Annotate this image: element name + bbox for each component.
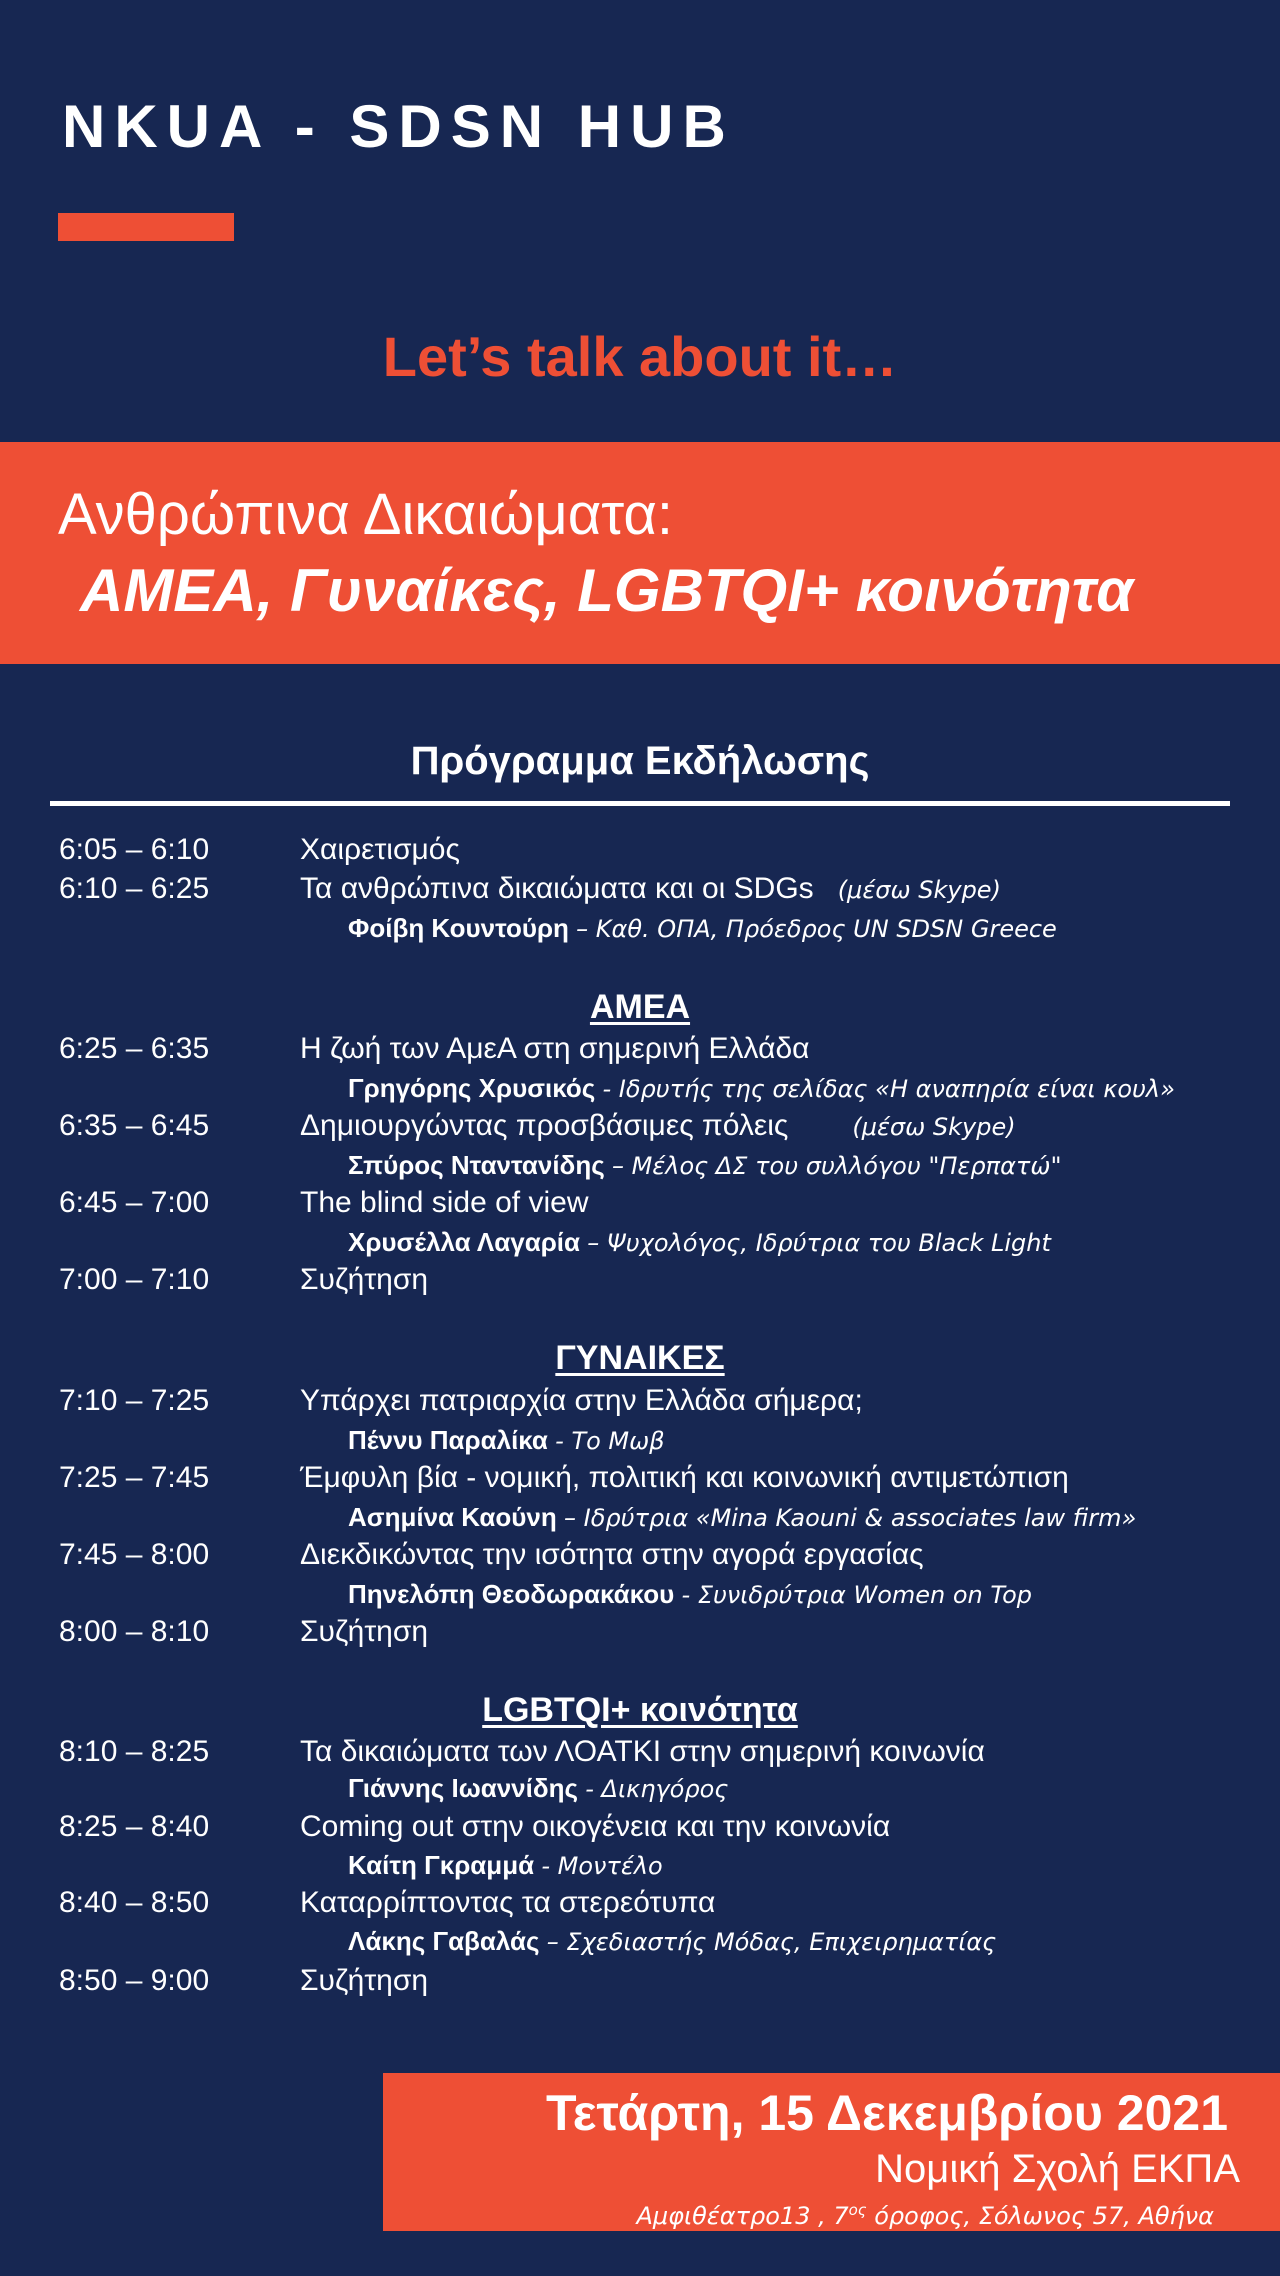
event-venue: Νομική Σχολή ΕΚΠΑ <box>875 2147 1240 2191</box>
speaker-role: – Καθ. ΟΠΑ, Πρόεδρος UN SDSN Greece <box>576 915 1057 943</box>
speaker-role: - Το Μωβ <box>555 1427 665 1455</box>
speaker-line <box>348 911 1057 946</box>
address-part: όροφος, Σόλωνος 57, Αθήνα <box>866 2202 1214 2230</box>
speaker-line <box>348 1771 728 1806</box>
time-slot: 7:00 – 7:10 <box>59 1263 210 1296</box>
speaker-name: Γιάννης Ιωαννίδης <box>348 1773 579 1803</box>
event-date: Τετάρτη, 15 Δεκεμβρίου 2021 <box>545 2085 1228 2141</box>
section-heading-women: ΓΥΝΑΙΚΕΣ <box>555 1339 725 1377</box>
speaker-name: Γρηγόρης Χρυσικός <box>348 1073 596 1103</box>
time-slot: 8:40 – 8:50 <box>59 1886 210 1919</box>
time-slot: 7:10 – 7:25 <box>59 1384 210 1417</box>
program-divider <box>50 801 1230 806</box>
time-slot: 6:45 – 7:00 <box>59 1186 210 1219</box>
talk-title: Διεκδικώντας την ισότητα στην αγορά εργασίας <box>300 1538 924 1571</box>
talk-title: Η ζωή των ΑμεΑ στη σημερινή Ελλάδα <box>300 1032 810 1065</box>
time-slot: 8:00 – 8:10 <box>59 1615 210 1648</box>
headline-subtitle: ΑΜΕΑ, Γυναίκες, LGBTQI+ κοινότητα <box>80 557 1134 624</box>
talk-title <box>300 870 1001 909</box>
time-slot: 6:35 – 6:45 <box>59 1109 210 1142</box>
speaker-name: Πέννυ Παραλίκα <box>348 1425 548 1455</box>
talk-title-text: Δημιουργώντας προσβάσιμες πόλεις <box>300 1109 789 1142</box>
talk-title <box>300 1107 1016 1146</box>
speaker-line <box>348 1148 1061 1183</box>
speaker-name: Σπύρος Νταντανίδης <box>348 1150 605 1180</box>
time-slot: 6:25 – 6:35 <box>59 1032 210 1065</box>
speaker-line <box>348 1577 1032 1612</box>
speaker-name: Ασημίνα Καούνη <box>348 1502 557 1532</box>
accent-bar <box>58 213 234 241</box>
time-slot: 7:25 – 7:45 <box>59 1461 210 1494</box>
address-part: Αμφιθέατρο13 , 7 <box>636 2202 849 2230</box>
talk-title: Συζήτηση <box>300 1263 429 1296</box>
talk-title: The blind side of view <box>300 1186 589 1219</box>
speaker-name: Καίτη Γκραμμά <box>348 1850 535 1880</box>
time-slot: 8:10 – 8:25 <box>59 1735 210 1768</box>
headline-title: Ανθρώπινα Δικαιώματα: <box>58 482 674 547</box>
tagline: Let’s talk about it… <box>382 325 898 388</box>
speaker-role: – Σχεδιαστής Μόδας, Επιχειρηματίας <box>546 1928 997 1956</box>
speaker-role: - Συνιδρύτρια Women on Top <box>681 1581 1032 1609</box>
speaker-name: Φοίβη Κουντούρη <box>348 913 569 943</box>
address-superscript: ος <box>848 2201 867 2219</box>
section-heading-lgbtqi: LGBTQI+ κοινότητα <box>482 1691 798 1729</box>
speaker-role: – Ψυχολόγος, Ιδρύτρια του Black Light <box>587 1229 1051 1257</box>
talk-note: (μέσω Skype) <box>837 876 1001 904</box>
talk-title: Συζήτηση <box>300 1964 429 1997</box>
speaker-name: Λάκης Γαβαλάς <box>348 1926 540 1956</box>
talk-title: Χαιρετισμός <box>300 833 460 866</box>
event-address <box>636 2195 1214 2231</box>
speaker-role: – Μέλος ΔΣ του συλλόγου "Περπατώ" <box>611 1152 1062 1180</box>
talk-title: Συζήτηση <box>300 1615 429 1648</box>
talk-title: Έμφυλη βία - νομική, πολιτική και κοινωνική αντιμετώπιση <box>300 1461 1069 1494</box>
speaker-name: Χρυσέλλα Λαγαρία <box>348 1227 580 1257</box>
talk-title-text: Τα ανθρώπινα δικαιώματα και οι SDGs <box>300 872 814 905</box>
speaker-line <box>348 1924 996 1959</box>
speaker-name: Πηνελόπη Θεοδωρακάκου <box>348 1579 675 1609</box>
time-slot: 6:10 – 6:25 <box>59 872 210 905</box>
time-slot: 7:45 – 8:00 <box>59 1538 210 1571</box>
time-slot: 6:05 – 6:10 <box>59 833 210 866</box>
speaker-line <box>348 1500 1136 1535</box>
headline-band <box>0 442 1280 664</box>
talk-title: Τα δικαιώματα των ΛΟΑΤΚΙ στην σημερινή κοινωνία <box>300 1735 985 1768</box>
speaker-line <box>348 1225 1051 1260</box>
speaker-line <box>348 1423 665 1458</box>
talk-title: Υπάρχει πατριαρχία στην Ελλάδα σήμερα; <box>300 1384 863 1417</box>
program-title: Πρόγραμμα Εκδήλωσης <box>410 739 870 783</box>
section-heading-amea: ΑΜΕΑ <box>589 988 691 1026</box>
speaker-line <box>348 1848 663 1883</box>
speaker-role: - Μοντέλο <box>541 1852 663 1880</box>
speaker-line <box>348 1071 1175 1106</box>
speaker-role: – Ιδρύτρια «Mina Kaouni & associates law firm» <box>564 1504 1137 1532</box>
speaker-role: - Δικηγόρος <box>585 1775 729 1803</box>
talk-title: Καταρρίπτοντας τα στερεότυπα <box>300 1886 716 1919</box>
time-slot: 8:25 – 8:40 <box>59 1810 210 1843</box>
hub-title: NKUA - SDSN HUB <box>62 93 735 160</box>
time-slot: 8:50 – 9:00 <box>59 1964 210 1997</box>
talk-note: (μέσω Skype) <box>852 1113 1016 1141</box>
speaker-role: - Ιδρυτής της σελίδας «Η αναπηρία είναι κουλ» <box>602 1075 1175 1103</box>
talk-title: Coming out στην οικογένεια και την κοινωνία <box>300 1810 891 1843</box>
